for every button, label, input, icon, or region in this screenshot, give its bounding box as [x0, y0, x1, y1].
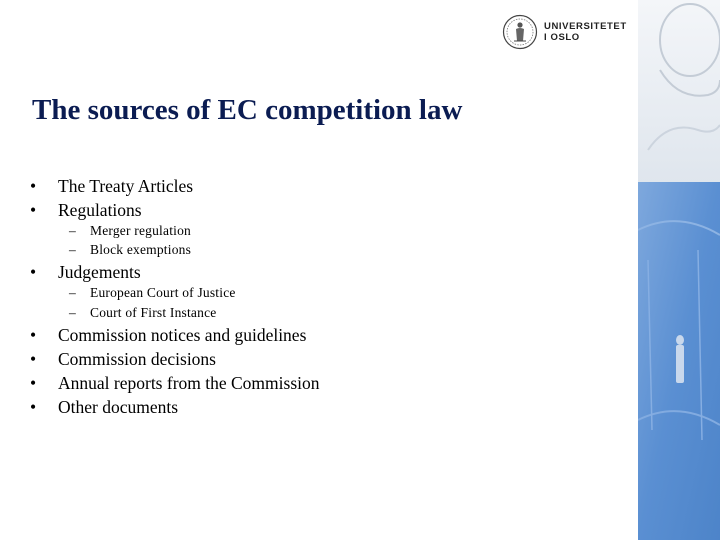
bullet-marker: • [30, 262, 37, 282]
university-logo [502, 14, 634, 50]
dash-marker: – [69, 285, 76, 300]
bullet-text: Commission notices and guidelines [58, 325, 307, 345]
bullet-text: The Treaty Articles [58, 176, 194, 196]
bullet-text: Regulations [58, 200, 142, 220]
wordmark-line-1: UNIVERSITETET [544, 21, 627, 32]
bullet-text: Judgements [58, 262, 141, 282]
bullet-marker: • [30, 349, 37, 369]
dash-marker: – [69, 242, 76, 257]
bullet-marker: • [30, 373, 37, 393]
dash-marker: – [69, 305, 76, 320]
bullet-text: Block exemptions [90, 242, 192, 257]
slide-title: The sources of EC competition law [32, 94, 463, 126]
bullet-marker: • [30, 397, 37, 417]
bullet-marker: • [30, 176, 37, 196]
wordmark-line-2: I OSLO [544, 32, 580, 43]
university-seal-icon [502, 14, 538, 50]
bullet-text: Annual reports from the Commission [58, 373, 320, 393]
bullet-marker: • [30, 325, 37, 345]
bullet-marker: • [30, 200, 37, 220]
bullet-text: Other documents [58, 397, 179, 417]
bullet-text: Merger regulation [90, 223, 191, 238]
bullet-text: Court of First Instance [90, 305, 217, 320]
decorative-side-strip [638, 0, 720, 540]
bullet-text: Commission decisions [58, 349, 216, 369]
bullet-text: European Court of Justice [90, 285, 236, 300]
dash-marker: – [69, 223, 76, 238]
university-wordmark [544, 21, 627, 43]
